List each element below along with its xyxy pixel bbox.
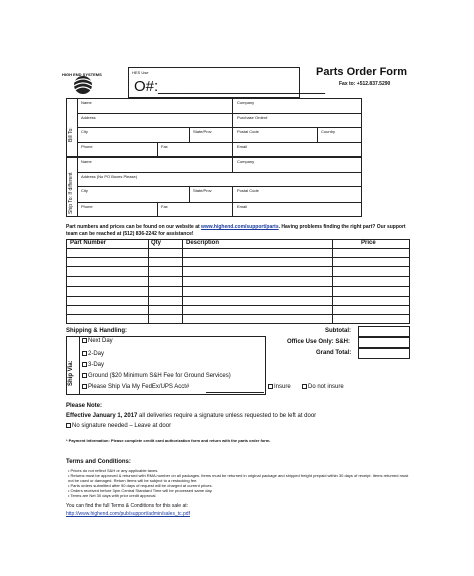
checkbox-icon	[66, 423, 71, 428]
ship-phone-field[interactable]: Phone	[81, 204, 93, 209]
terms-heading: Terms and Conditions:	[66, 459, 131, 465]
do-not-insure-option[interactable]: Do not insure	[302, 384, 344, 390]
signature-note: Effective January 1, 2017 all deliveries require a signature unless requested to be left at door	[66, 413, 317, 419]
terms-item: • Prices do not reflect S&H or any applicable taxes.	[68, 468, 159, 473]
terms-item: • Returns must be approved & returned with RMA number on all packages. Items must be returned in original package and shipped freight prepaid within 30 days of receipt. Items returned must not be used or damaged. Return Items will be subject to a restocking fee.	[68, 473, 409, 483]
col-price: Price	[361, 240, 376, 246]
bill-postal-field[interactable]: Postal Code	[237, 129, 259, 134]
terms-item: • Parts orders submitted after 90 days of request will be charged at current prices.	[68, 483, 213, 488]
parts-link[interactable]: www.highend.com/support/parts	[201, 224, 279, 230]
bill-address-field[interactable]: Address	[81, 115, 96, 120]
checkbox-icon	[82, 362, 87, 367]
col-qty: Qty	[151, 240, 162, 246]
ship-to-section	[66, 157, 362, 217]
fax-number: Fax to: +512.837.5290	[339, 81, 391, 87]
insure-option[interactable]: Insure	[268, 384, 291, 390]
ship-city-field[interactable]: City	[81, 188, 88, 193]
bill-phone-field[interactable]: Phone	[81, 144, 93, 149]
logo-text: HIGH END SYSTEMS	[62, 72, 102, 77]
subtotal-box[interactable]	[358, 326, 410, 337]
ship-option-fedex[interactable]: Please Ship Via My FedEx/UPS Acct#	[82, 384, 189, 390]
terms-item: • Orders received before 3pm Central Standard Time will be processed same day.	[68, 488, 213, 493]
ship-fax-field[interactable]: Fax	[161, 204, 168, 209]
payment-info: * Payment Information: Please complete credit card authorization form and return with the parts order form.	[66, 438, 271, 443]
please-note-heading: Please Note:	[66, 403, 103, 409]
ship-option-3-day[interactable]: 3-Day	[82, 362, 104, 368]
checkbox-icon	[82, 373, 87, 378]
bill-to-label: Bill To:	[68, 127, 74, 142]
office-sh-box[interactable]	[358, 337, 410, 348]
terms-item: • Terms are Net 30 days with prior credit approval.	[68, 493, 157, 498]
checkbox-icon	[268, 384, 273, 389]
subtotal-label: Subtotal:	[325, 328, 351, 334]
order-number-field[interactable]: O#:____________________	[134, 78, 326, 95]
no-signature-option[interactable]: No signature needed – Leave at door	[66, 423, 171, 429]
ship-via-label: Ship Via:	[68, 360, 74, 386]
grand-total-box[interactable]	[358, 348, 410, 359]
bill-country-field[interactable]: Country	[321, 129, 336, 134]
ship-state-field[interactable]: State/Prov	[193, 188, 212, 193]
col-part-number: Part Number	[70, 240, 107, 246]
parts-notice: Part numbers and prices can be found on our website at www.highend.com/support/parts. Having problems finding the right part? Our support team can be reached at (512) 836-2242 for assistance!	[66, 224, 406, 237]
ship-company-field[interactable]: Company	[237, 159, 255, 164]
grand-total-label: Grand Total:	[316, 350, 352, 356]
checkbox-icon	[82, 351, 87, 356]
checkbox-icon	[82, 384, 87, 389]
ship-option-2-day[interactable]: 2-Day	[82, 351, 104, 357]
terms-find-text: You can find the full Terms & Conditions for this sale at:	[66, 503, 189, 509]
ship-email-field[interactable]: Email	[237, 204, 248, 209]
bill-company-field[interactable]: Company	[237, 100, 255, 105]
ship-option-ground[interactable]: Ground ($20 Minimum S&H Fee for Ground Services)	[82, 373, 231, 379]
bill-fax-field[interactable]: Fax	[161, 144, 168, 149]
office-sh-label: Office Use Only: S&H:	[287, 339, 351, 345]
ship-postal-field[interactable]: Postal Code	[237, 188, 259, 193]
parts-table	[66, 239, 410, 324]
ship-address-field[interactable]: Address (No PO Boxes Please)	[81, 174, 138, 179]
terms-url[interactable]: http://www.highend.com/pub/support/admin/sales_tc.pdf	[66, 511, 190, 517]
checkbox-icon	[302, 384, 307, 389]
bill-email-field[interactable]: Email	[237, 144, 248, 149]
col-description: Description	[186, 240, 220, 246]
bill-state-field[interactable]: State/Prov	[193, 129, 212, 134]
form-title: Parts Order Form	[316, 66, 408, 78]
checkbox-icon	[82, 338, 87, 343]
shipping-handling-label: Shipping & Handling:	[66, 328, 127, 334]
ship-name-field[interactable]: Name	[81, 159, 92, 164]
terms-list	[68, 468, 412, 498]
ship-to-label: Ship To: If different	[68, 172, 74, 214]
hes-use-label: HES Use	[132, 70, 149, 75]
bill-po-field[interactable]: Purchase Order#	[237, 115, 268, 120]
bill-name-field[interactable]: Name	[81, 100, 92, 105]
bill-city-field[interactable]: City	[81, 129, 88, 134]
ship-option-next-day[interactable]: Next Day	[82, 338, 113, 344]
